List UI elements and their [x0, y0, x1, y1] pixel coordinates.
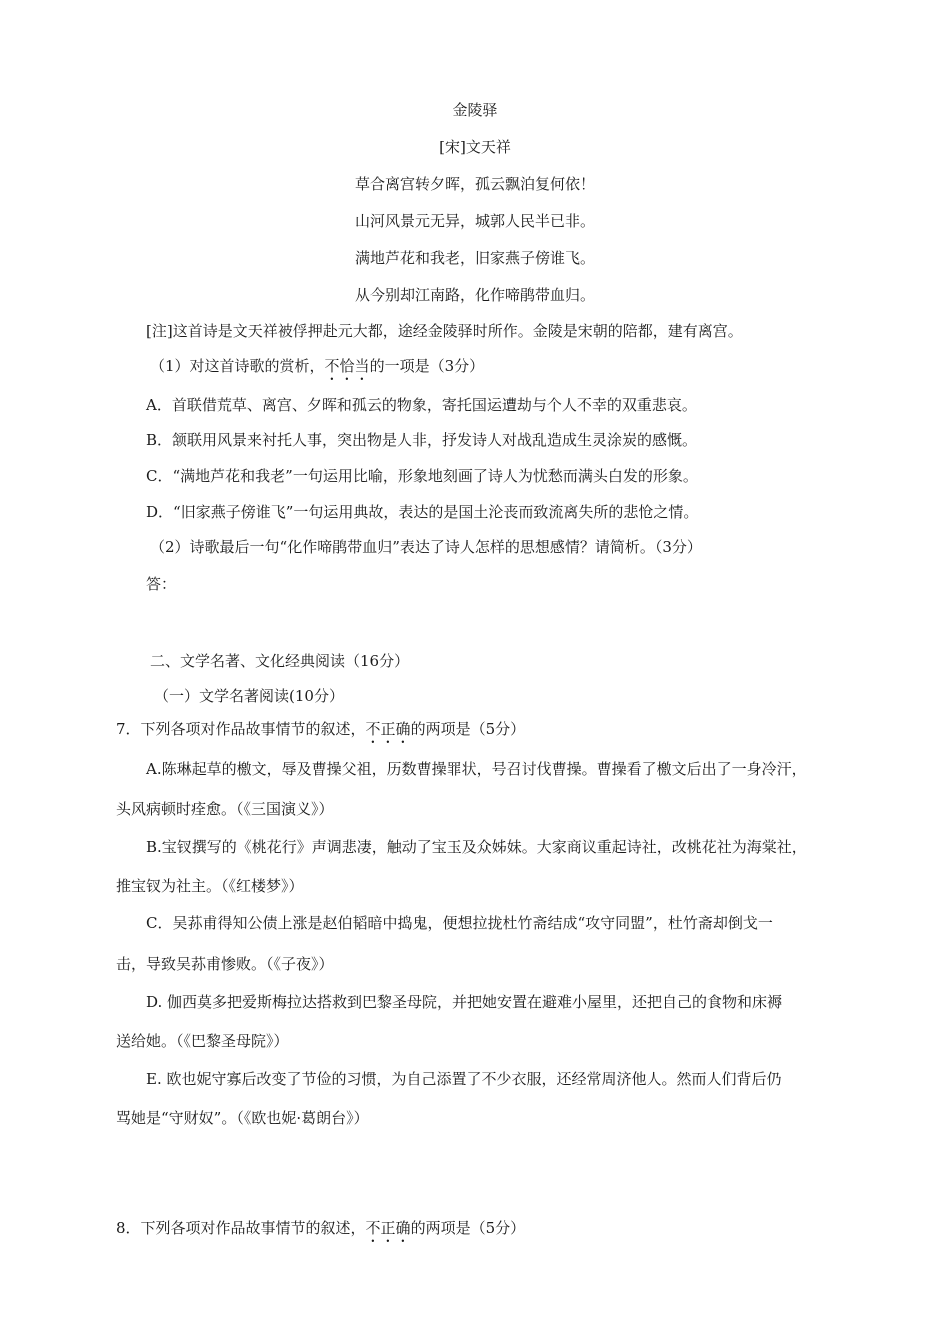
question-8	[116, 1218, 525, 1238]
question-7-option-b-line-2: 推宝钗为社主。（《红楼梦》）	[116, 877, 304, 895]
poem-line-1: 草合离宫转夕晖，孤云飘泊复何依！	[354, 175, 595, 193]
poem-line-2: 山河风景元无异，城郭人民半已非。	[354, 212, 595, 230]
question-7-option-e-line-2: 骂她是“守财奴”。（《欧也妮·葛朗台》）	[116, 1109, 369, 1127]
question-1-suffix: 的一项是（3分）	[369, 357, 485, 375]
section-2-title: 二、文学名著、文化经典阅读（16分）	[150, 652, 410, 670]
question-7	[116, 719, 525, 739]
question-7-option-d-line-2: 送给她。（《巴黎圣母院》）	[116, 1032, 289, 1050]
poem-line-3: 满地芦花和我老，旧家燕子傍谁飞。	[354, 249, 595, 267]
question-2: （2）诗歌最后一句“化作啼鹃带血归”表达了诗人怎样的思想感情？请简析。（3分）	[150, 538, 702, 556]
question-7-suffix: 的两项是（5分）	[410, 720, 526, 738]
poem-title: 金陵驿	[452, 101, 498, 119]
question-1-option-d: D．“旧家燕子傍谁飞”一句运用典故，表达的是国土沦丧而致流离失所的悲怆之情。	[146, 503, 699, 521]
question-7-option-e-line-1: E. 欧也妮守寡后改变了节俭的习惯，为自己添置了不少衣服，还经常周济他人。然而人们背后仍	[146, 1070, 782, 1088]
question-7-option-b-line-1: B.宝钗撰写的《桃花行》声调悲凄，触动了宝玉及众姊妹。大家商议重起诗社，改桃花社为海棠社，	[146, 838, 807, 856]
question-8-prefix: 8．下列各项对作品故事情节的叙述，	[116, 1219, 366, 1237]
question-7-option-d-line-1: D. 伽西莫多把爱斯梅拉达搭救到巴黎圣母院，并把她安置在避难小屋里，还把自己的食物和床褥	[146, 993, 783, 1011]
poem-author: [宋]文天祥	[439, 138, 511, 156]
poem-note: [注]这首诗是文天祥被俘押赴元大都，途经金陵驿时所作。金陵是宋朝的陪都，建有离宫。	[146, 322, 743, 340]
question-7-emphasis: 不正确	[365, 720, 411, 738]
question-7-option-a-line-1: A.陈琳起草的檄文，辱及曹操父祖，历数曹操罪状，号召讨伐曹操。曹操看了檄文后出了一身冷汗，	[146, 760, 807, 778]
answer-label: 答：	[146, 575, 177, 593]
question-1-option-a: A．首联借荒草、离宫、夕晖和孤云的物象，寄托国运遭劫与个人不幸的双重悲哀。	[146, 396, 697, 414]
poem-line-4: 从今别却江南路，化作啼鹃带血归。	[354, 286, 595, 304]
question-1-emphasis: 不恰当	[324, 357, 370, 375]
question-1	[150, 356, 484, 376]
question-1-prefix: （1）对这首诗歌的赏析，	[150, 357, 325, 375]
question-1-option-c: C．“满地芦花和我老”一句运用比喻，形象地刻画了诗人为忧愁而满头白发的形象。	[146, 467, 698, 485]
question-7-option-c-line-2: 击，导致吴荪甫惨败。（《子夜》）	[116, 955, 334, 973]
question-7-prefix: 7．下列各项对作品故事情节的叙述，	[116, 720, 366, 738]
question-8-emphasis: 不正确	[365, 1219, 411, 1237]
question-7-option-c-line-1: C．吴荪甫得知公债上涨是赵伯韬暗中捣鬼，便想拉拢杜竹斋结成“攻守同盟”，杜竹斋却倒戈一	[146, 914, 773, 932]
question-8-suffix: 的两项是（5分）	[410, 1219, 526, 1237]
question-1-option-b: B．颔联用风景来衬托人事，突出物是人非，抒发诗人对战乱造成生灵涂炭的感慨。	[146, 431, 698, 449]
section-2-subtitle: （一）文学名著阅读(10分）	[154, 687, 344, 705]
question-7-option-a-line-2: 头风病顿时痊愈。（《三国演义》）	[116, 800, 334, 818]
